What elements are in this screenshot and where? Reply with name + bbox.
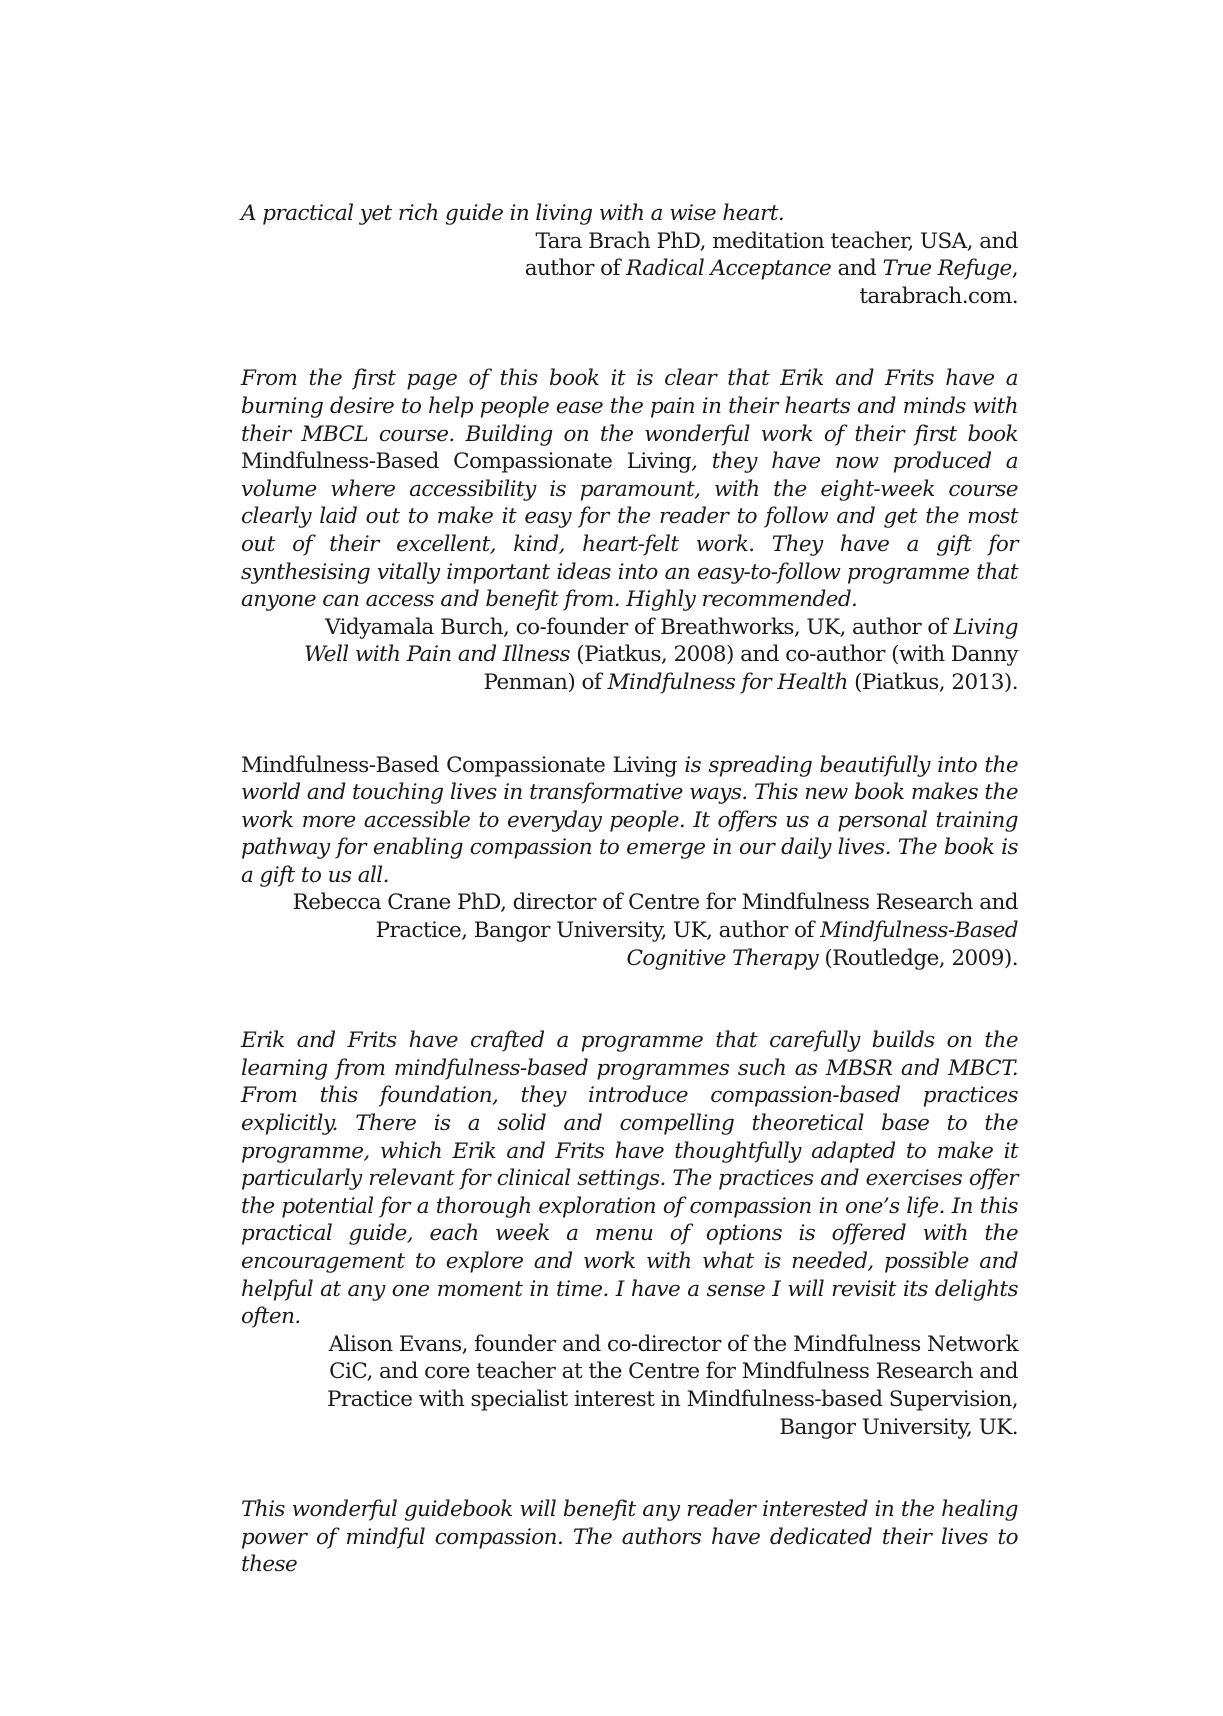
- quote-text: Erik and Frits have crafted a programme that carefully builds on the learning from mindfulness-based programmes such as MBSR and MBCT. From this foundation, they introduce compassion-based practices explicitly. There is a solid and compelling theoretical base to the programme, which Erik and Frits have thoughtfully adapted to make it particularly relevant for clinical settings. The practices and exercises offer the potential for a thorough exploration of compassion in one’s life. In this practical guide, each week a menu of options is offered with the encouragement to explore and work with what is needed, possible and helpful at any one moment in time. I have a sense I will revisit its delights often.: [241, 1028, 1018, 1330]
- book-title: True Refuge: [882, 256, 1012, 282]
- attribution-text: Vidyamala Burch, co-founder of Breathworks, UK, author of: [324, 614, 954, 640]
- endorsement-attribution: [241, 614, 1018, 697]
- attribution-text: Rebecca Crane PhD, director of Centre for Mindfulness Research and Practice, Bangor University, UK, author of: [292, 890, 1018, 944]
- book-title: Living Well with Pain and Illness: [303, 614, 1018, 668]
- attribution-text: and: [831, 256, 883, 282]
- quote-text: From the first page of this book it is clear that Erik and Frits have a burning desire to help people ease the pain in their hearts and minds with their MBCL course. Building on the wonderful work of their first book: [241, 366, 1018, 447]
- endorsement-quote: [241, 752, 1018, 890]
- endorsement-quote: [241, 365, 1018, 613]
- endorsement-attribution: [241, 228, 1018, 311]
- book-title: Mindfulness for Health: [607, 669, 848, 695]
- endorsement-rebecca-crane: [241, 752, 1018, 973]
- quote-text: is spreading beautifully into the world and touching lives in transformative ways. This new book makes the work more accessible to everyday people. It offers us a personal training pathway for enabling compassion to emerge in our daily lives. The book is a gift to us all.: [241, 752, 1018, 888]
- attribution-text: Alison Evans, founder and co-director of the Mindfulness Network CiC, and core teacher at the Centre for Mindfulness Research and Practice with specialist interest in Mindfulness-based Supervision, Bangor University, UK.: [326, 1331, 1018, 1440]
- endorsement-vidyamala-burch: [241, 365, 1018, 696]
- book-title: Radical Acceptance: [626, 256, 832, 282]
- endorsements-page: [241, 200, 1018, 1579]
- endorsement-attribution: [241, 1331, 1018, 1441]
- endorsement-attribution: [241, 889, 1018, 972]
- attribution-text: (Piatkus, 2008) and co-author (with Danny Penman) of: [483, 642, 1018, 695]
- endorsement-quote: [241, 200, 1018, 228]
- endorsement-alison-evans: [241, 1027, 1018, 1441]
- endorsement-tara-brach: [241, 200, 1018, 310]
- endorsement-continued: [241, 1496, 1018, 1579]
- book-title: Mindfulness-Based Compassionate Living: [241, 449, 692, 475]
- quote-text: A practical yet rich guide in living with a wise heart.: [241, 201, 785, 226]
- quote-text: , they have now produced a volume where accessibility is paramount, with the eight-week course clearly laid out to make it easy for the reader to follow and get the most out of their excellent, kind, heart-felt work. They have a gift for synthesising vitally important ideas into an easy-to-follow programme that anyone can access and benefit from. Highly recommended.: [241, 449, 1019, 613]
- attribution-text: (Piatkus, 2013).: [847, 669, 1018, 695]
- quote-text: This wonderful guidebook will benefit any reader interested in the healing power of mindful compassion. The authors have dedicated their lives to these: [241, 1497, 1018, 1578]
- endorsement-quote: [241, 1496, 1018, 1579]
- attribution-text: (Routledge, 2009).: [818, 945, 1018, 971]
- attribution-text: Tara Brach PhD, meditation teacher, USA, and author of: [524, 228, 1018, 282]
- book-title: Mindfulness-Based Compassionate Living: [241, 752, 677, 778]
- endorsement-quote: [241, 1027, 1018, 1331]
- book-title: Mindfulness-Based Cognitive Therapy: [626, 918, 1018, 971]
- attribution-text: , tarabrach.com.: [859, 256, 1018, 309]
